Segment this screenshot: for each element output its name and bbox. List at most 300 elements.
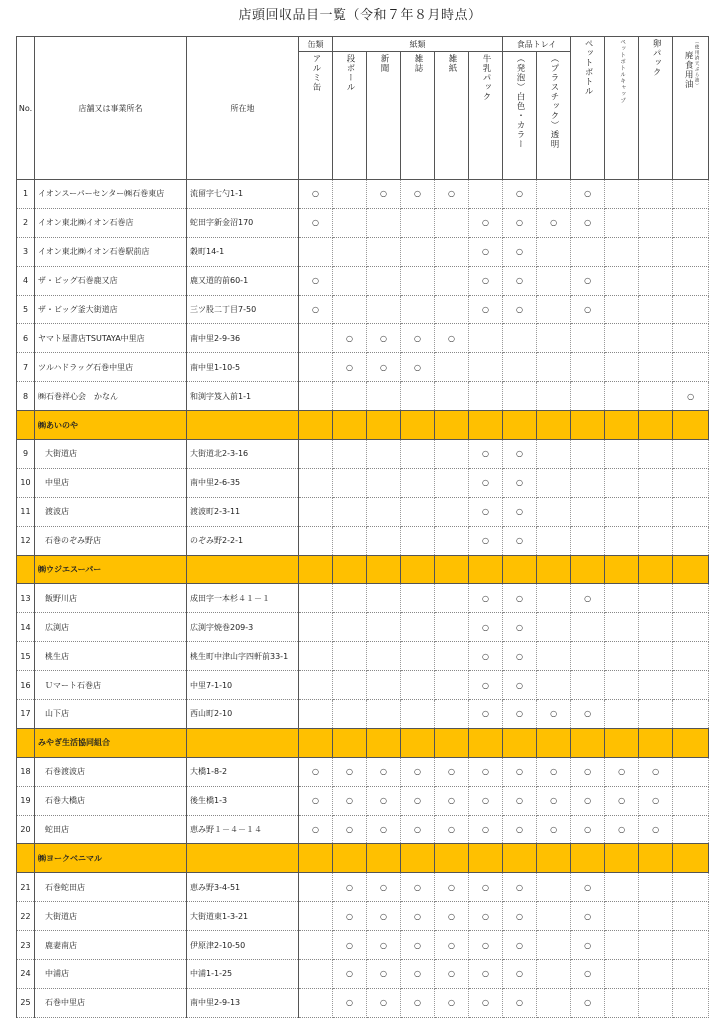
collection-mark: ○ [503,208,537,237]
row-number: 10 [17,468,35,497]
header-tray-white: ︵発泡︶白色・カラー [503,52,537,180]
store-address: 南中里2-9-36 [187,324,299,353]
empty-cell [605,902,639,931]
store-name: 大街道店 [35,440,187,469]
empty-cell [673,960,709,989]
table-row [17,757,709,786]
collection-mark: ○ [503,180,537,209]
row-number: 24 [17,960,35,989]
store-address: 大橋1-8-2 [187,757,299,786]
empty-cell [639,873,673,902]
empty-cell [435,700,469,729]
store-address: 渡波町2-3-11 [187,497,299,526]
collection-mark: ○ [435,180,469,209]
collection-mark: ○ [503,497,537,526]
group-mark-cell [469,411,503,440]
collection-mark: ○ [503,526,537,555]
empty-cell [537,584,571,613]
empty-cell [605,584,639,613]
empty-cell [639,237,673,266]
empty-cell [299,324,333,353]
empty-cell [605,440,639,469]
collection-mark: ○ [469,613,503,642]
empty-cell [605,266,639,295]
empty-cell [673,324,709,353]
empty-cell [299,440,333,469]
empty-cell [367,700,401,729]
collection-mark: ○ [503,988,537,1017]
group-address-cell [187,411,299,440]
empty-cell [503,353,537,382]
collection-mark: ○ [367,873,401,902]
empty-cell [673,700,709,729]
table-row [17,642,709,671]
collection-mark: ○ [571,902,605,931]
page-title: 店頭回収品目一覧（令和７年８月時点） [238,8,482,23]
group-mark-cell [367,411,401,440]
empty-cell [299,526,333,555]
collection-mark: ○ [571,873,605,902]
empty-cell [537,988,571,1017]
empty-cell [639,671,673,700]
table-row [17,353,709,382]
table-row [17,584,709,613]
collection-mark: ○ [469,642,503,671]
row-number: 9 [17,440,35,469]
group-mark-cell [673,555,709,584]
collection-mark: ○ [299,180,333,209]
collection-mark: ○ [367,931,401,960]
table-row [17,526,709,555]
empty-cell [537,642,571,671]
empty-cell [537,526,571,555]
empty-cell [605,180,639,209]
group-mark-cell [299,555,333,584]
table-row [17,613,709,642]
empty-cell [537,613,571,642]
empty-cell [639,266,673,295]
row-number: 19 [17,786,35,815]
collection-mark: ○ [469,700,503,729]
store-address: 伊原津2-10-50 [187,931,299,960]
collection-mark: ○ [503,613,537,642]
store-name: 中浦店 [35,960,187,989]
table-row [17,180,709,209]
collection-mark: ○ [401,931,435,960]
store-name: 中里店 [35,468,187,497]
empty-cell [469,180,503,209]
collection-mark: ○ [469,873,503,902]
collection-mark: ○ [639,786,673,815]
table-row [17,815,709,844]
empty-cell [299,988,333,1017]
collection-mark: ○ [401,353,435,382]
empty-cell [299,700,333,729]
empty-cell [435,266,469,295]
empty-cell [367,497,401,526]
collection-mark: ○ [571,180,605,209]
empty-cell [673,497,709,526]
collection-mark: ○ [605,815,639,844]
collection-mark: ○ [639,757,673,786]
group-mark-cell [435,844,469,873]
group-name: ㈱あいのや [35,411,187,440]
group-mark-cell [299,728,333,757]
empty-cell [333,526,367,555]
collection-mark: ○ [401,786,435,815]
header-name: 店舗又は事業所名 [35,37,187,180]
empty-cell [299,353,333,382]
empty-cell [299,931,333,960]
collection-mark: ○ [367,902,401,931]
empty-cell [639,382,673,411]
empty-cell [571,440,605,469]
empty-cell [299,237,333,266]
empty-cell [673,468,709,497]
empty-cell [639,468,673,497]
empty-cell [299,497,333,526]
empty-cell [537,671,571,700]
group-name: みやぎ生活協同組合 [35,728,187,757]
store-address: 流留字七勺1-1 [187,180,299,209]
empty-cell [367,526,401,555]
store-address: 後生橋1-3 [187,786,299,815]
empty-cell [299,642,333,671]
collection-mark: ○ [469,931,503,960]
collection-mark: ○ [469,988,503,1017]
header-pet: ペットボトル [571,37,605,180]
empty-cell [435,468,469,497]
collection-mark: ○ [333,960,367,989]
empty-cell [605,353,639,382]
collection-mark: ○ [367,757,401,786]
table-row [17,497,709,526]
empty-cell [605,382,639,411]
collection-mark: ○ [571,960,605,989]
empty-cell [605,497,639,526]
store-address: 三ツ股二丁目7-50 [187,295,299,324]
collection-mark: ○ [605,786,639,815]
empty-cell [605,237,639,266]
empty-cell [435,526,469,555]
empty-cell [537,902,571,931]
empty-cell [367,295,401,324]
collection-mark: ○ [503,642,537,671]
collection-mark: ○ [333,988,367,1017]
empty-cell [639,642,673,671]
empty-cell [537,497,571,526]
empty-cell [571,642,605,671]
table-row [17,295,709,324]
group-mark-cell [639,728,673,757]
collection-mark: ○ [367,324,401,353]
group-no-cell [17,728,35,757]
header-category-paper: 紙類 [333,37,503,52]
collection-mark: ○ [571,295,605,324]
collection-mark: ○ [571,266,605,295]
store-name: 石巻蛇田店 [35,873,187,902]
store-name: ザ・ビッグ釜大街道店 [35,295,187,324]
table-row [17,960,709,989]
empty-cell [673,786,709,815]
row-number: 6 [17,324,35,353]
group-mark-cell [469,844,503,873]
collection-mark: ○ [469,526,503,555]
collection-mark: ○ [469,295,503,324]
row-number: 15 [17,642,35,671]
group-mark-cell [469,555,503,584]
empty-cell [673,266,709,295]
empty-cell [605,526,639,555]
empty-cell [435,382,469,411]
group-mark-cell [503,844,537,873]
collection-mark: ○ [503,295,537,324]
empty-cell [673,526,709,555]
header-category-can: 缶類 [299,37,333,52]
empty-cell [435,584,469,613]
store-name: 桃生店 [35,642,187,671]
empty-cell [401,700,435,729]
group-mark-cell [401,728,435,757]
empty-cell [639,208,673,237]
row-number: 16 [17,671,35,700]
table-row [17,873,709,902]
empty-cell [537,180,571,209]
empty-cell [639,526,673,555]
table-row [17,208,709,237]
empty-cell [537,440,571,469]
empty-cell [571,237,605,266]
collection-mark: ○ [537,208,571,237]
group-mark-cell [435,411,469,440]
group-mark-cell [571,411,605,440]
header-cardboard: 段ボール [333,52,367,180]
collection-mark: ○ [571,931,605,960]
empty-cell [639,584,673,613]
row-number: 22 [17,902,35,931]
store-address: 蛇田字新金沼170 [187,208,299,237]
collection-mark: ○ [469,208,503,237]
store-name: 山下店 [35,700,187,729]
empty-cell [401,237,435,266]
header-misc-paper: 雑紙 [435,52,469,180]
collection-mark: ○ [435,873,469,902]
empty-cell [537,873,571,902]
empty-cell [435,440,469,469]
empty-cell [537,237,571,266]
group-mark-cell [537,555,571,584]
header-pet-cap: ペットボトルキャップ [605,37,639,180]
empty-cell [299,960,333,989]
empty-cell [537,324,571,353]
table-row [17,671,709,700]
row-number: 18 [17,757,35,786]
group-mark-cell [401,411,435,440]
empty-cell [469,324,503,353]
empty-cell [605,671,639,700]
group-mark-cell [673,728,709,757]
collection-mark: ○ [367,353,401,382]
empty-cell [299,613,333,642]
group-mark-cell [469,728,503,757]
group-no-cell [17,411,35,440]
collection-mark: ○ [299,815,333,844]
header-milk: 牛乳パック [469,52,503,180]
empty-cell [571,353,605,382]
collection-mark: ○ [571,584,605,613]
table-row [17,440,709,469]
store-address: 中里7-1-10 [187,671,299,700]
empty-cell [605,988,639,1017]
store-address: 成田字一本杉４１－１ [187,584,299,613]
header-no: No. [17,37,35,180]
collection-mark: ○ [367,180,401,209]
table-row [17,266,709,295]
group-header-row [17,728,709,757]
empty-cell [673,237,709,266]
empty-cell [333,468,367,497]
group-header-row [17,555,709,584]
empty-cell [605,873,639,902]
store-name: ザ・ビッグ石巻鹿又店 [35,266,187,295]
row-number: 21 [17,873,35,902]
empty-cell [673,208,709,237]
store-name: 蛇田店 [35,815,187,844]
group-address-cell [187,844,299,873]
collection-mark: ○ [401,815,435,844]
group-address-cell [187,555,299,584]
empty-cell [673,180,709,209]
collection-mark: ○ [435,324,469,353]
header-aluminum: アルミ缶 [299,52,333,180]
header-category-tray: 食品トレイ [503,37,571,52]
collection-mark: ○ [333,815,367,844]
empty-cell [673,815,709,844]
row-number: 1 [17,180,35,209]
empty-cell [571,526,605,555]
group-mark-cell [367,555,401,584]
group-name: ㈱ウジエスーパー [35,555,187,584]
empty-cell [673,671,709,700]
group-mark-cell [673,844,709,873]
collection-mark: ○ [571,786,605,815]
empty-cell [401,642,435,671]
header-tray-clear: ︵プラスチック︶透明 [537,52,571,180]
empty-cell [537,468,571,497]
group-mark-cell [537,728,571,757]
collection-mark: ○ [469,671,503,700]
empty-cell [333,671,367,700]
collection-mark: ○ [503,584,537,613]
store-name: ヤマト屋書店TSUTAYA中里店 [35,324,187,353]
group-mark-cell [367,728,401,757]
row-number: 8 [17,382,35,411]
header-address: 所在地 [187,37,299,180]
collection-mark: ○ [503,960,537,989]
collection-mark: ○ [401,988,435,1017]
group-no-cell [17,555,35,584]
empty-cell [333,642,367,671]
empty-cell [333,613,367,642]
collection-mark: ○ [503,873,537,902]
empty-cell [571,613,605,642]
empty-cell [571,497,605,526]
empty-cell [299,873,333,902]
empty-cell [673,440,709,469]
store-name: イオン東北㈱イオン石巻駅前店 [35,237,187,266]
empty-cell [367,237,401,266]
collection-mark: ○ [503,815,537,844]
store-address: 中浦1-1-25 [187,960,299,989]
empty-cell [537,931,571,960]
group-mark-cell [503,728,537,757]
empty-cell [469,382,503,411]
empty-cell [333,382,367,411]
empty-cell [605,960,639,989]
collection-mark: ○ [367,960,401,989]
row-number: 13 [17,584,35,613]
empty-cell [401,468,435,497]
group-no-cell [17,844,35,873]
empty-cell [401,266,435,295]
store-name: 渡波店 [35,497,187,526]
empty-cell [537,382,571,411]
empty-cell [503,382,537,411]
group-mark-cell [435,728,469,757]
group-mark-cell [571,728,605,757]
empty-cell [571,382,605,411]
group-mark-cell [435,555,469,584]
empty-cell [639,613,673,642]
empty-cell [673,757,709,786]
collection-mark: ○ [503,700,537,729]
collection-mark: ○ [401,873,435,902]
empty-cell [367,671,401,700]
store-address: 広渕字焼巻209-3 [187,613,299,642]
store-name: ㈱石巻祥心会 かなん [35,382,187,411]
collection-mark: ○ [401,757,435,786]
row-number: 7 [17,353,35,382]
collection-mark: ○ [469,497,503,526]
store-name: 飯野川店 [35,584,187,613]
collection-mark: ○ [537,815,571,844]
store-address: のぞみ野2-2-1 [187,526,299,555]
store-address: 大街道東1-3-21 [187,902,299,931]
collection-mark: ○ [401,180,435,209]
empty-cell [435,613,469,642]
collection-mark: ○ [503,931,537,960]
store-address: 桃生町中津山字四軒前33-1 [187,642,299,671]
collection-table [16,36,709,1018]
empty-cell [537,960,571,989]
collection-mark: ○ [401,902,435,931]
empty-cell [605,295,639,324]
store-name: 大街道店 [35,902,187,931]
empty-cell [367,613,401,642]
empty-cell [435,497,469,526]
store-name: イオン東北㈱イオン石巻店 [35,208,187,237]
store-address: 南中里2-6-35 [187,468,299,497]
group-mark-cell [299,844,333,873]
table-row [17,324,709,353]
empty-cell [435,642,469,671]
collection-mark: ○ [299,295,333,324]
empty-cell [333,266,367,295]
collection-mark: ○ [571,208,605,237]
header-oil: 廃食用油︵使用済天ぷら油︶ [673,37,709,180]
table-row [17,988,709,1017]
empty-cell [401,526,435,555]
